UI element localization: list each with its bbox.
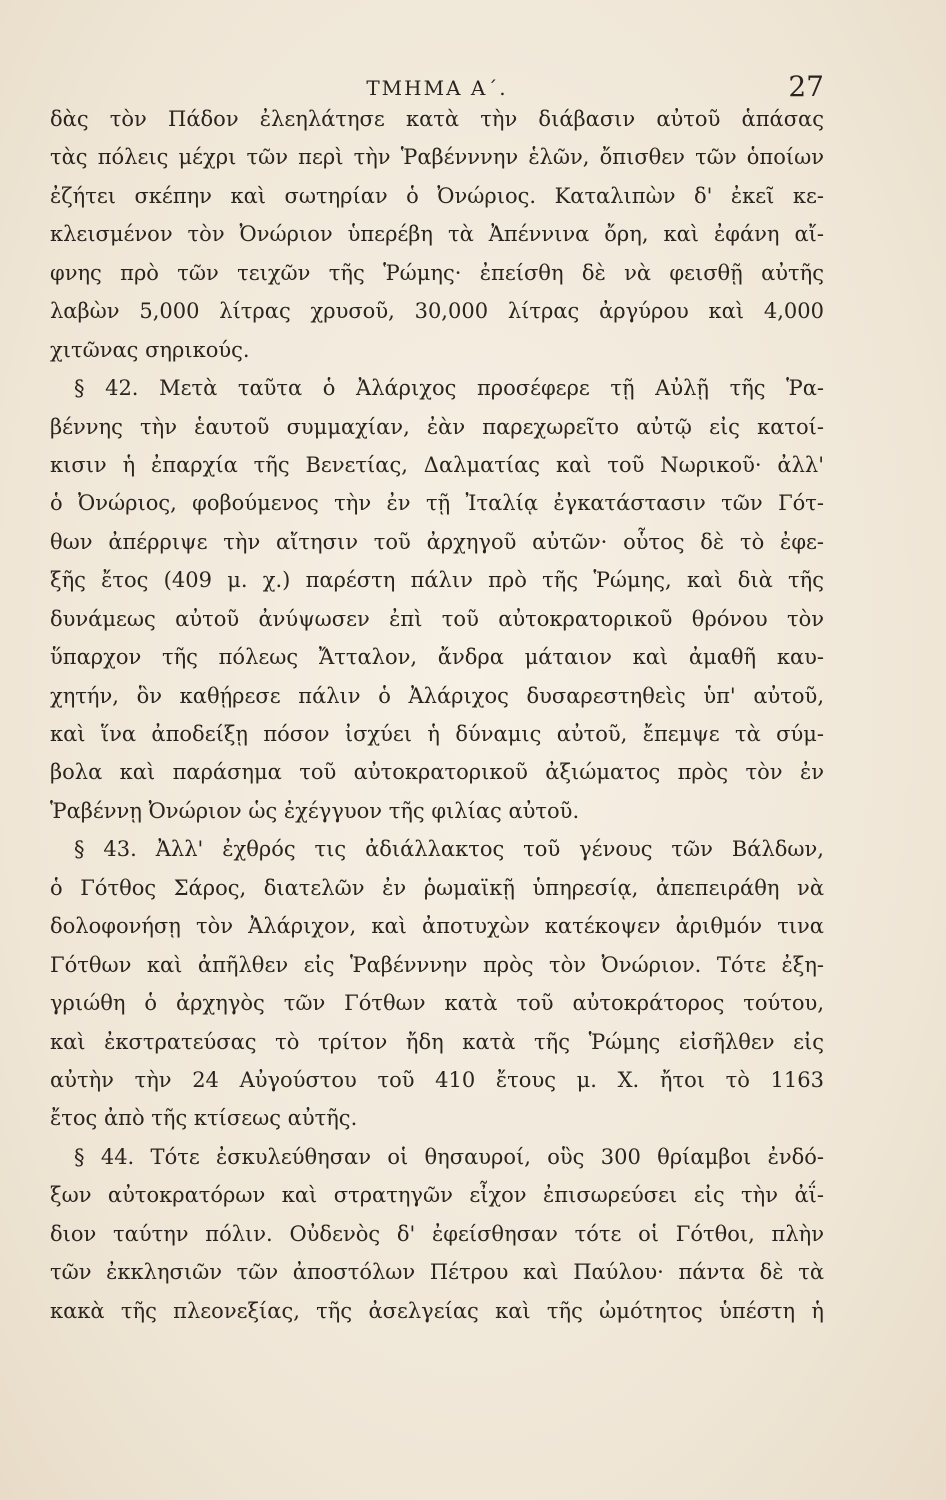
text-line: αὐτὴν τὴν 24 Αὐγούστου τοῦ 410 ἔτους μ. Χ. ἤτοι τὸ 1163 xyxy=(50,1067,824,1092)
text-line: βέννης τὴν ἑαυτοῦ συμμαχίαν, ἐὰν παρεχωρεῖτο αὐτῷ εἰς κατοί- xyxy=(50,414,824,439)
text-line: Γότθων καὶ ἀπῆλθεν εἰς Ῥαβένννην πρὸς τὸν Ὀνώριον. Τότε ἐξη- xyxy=(50,952,824,977)
text-line: ξῆς ἔτος (409 μ. χ.) παρέστη πάλιν πρὸ τῆς Ῥώμης, καὶ διὰ τῆς xyxy=(50,568,824,593)
text-line: ὁ Γότθος Σάρος, διατελῶν ἐν ῥωμαϊκῇ ὑπηρεσίᾳ, ἀπεπειράθη νὰ xyxy=(50,875,824,900)
text-line: καὶ ἵνα ἀποδείξῃ πόσον ἰσχύει ἡ δύναμις αὐτοῦ, ἔπεμψε τὰ σύμ- xyxy=(50,722,824,746)
text-line: δολοφονήσῃ τὸν Ἀλάριχον, καὶ ἀποτυχὼν κατέκοψεν ἀριθμόν τινα xyxy=(50,914,824,939)
text-line: ἐζήτει σκέπην καὶ σωτηρίαν ὁ Ὀνώριος. Καταλιπὼν δ' ἐκεῖ κε- xyxy=(50,183,824,208)
text-line: κισιν ἡ ἐπαρχία τῆς Βενετίας, Δαλματίας καὶ τοῦ Νωρικοῦ· ἀλλ' xyxy=(50,452,824,477)
text-line: λαβὼν 5,000 λίτρας χρυσοῦ, 30,000 λίτρας ἀργύρου καὶ 4,000 xyxy=(50,299,824,324)
text-line: τὰς πόλεις μέχρι τῶν περὶ τὴν Ῥαβένννην ἑλῶν, ὄπισθεν τῶν ὁποίων xyxy=(50,145,824,170)
text-line: κακὰ τῆς πλεονεξίας, τῆς ἀσελγείας καὶ τῆς ὠμότητος ὑπέστη ἡ xyxy=(50,1298,824,1323)
text-line: § 44. Τότε ἐσκυλεύθησαν οἱ θησαυροί, οὓς 300 θρίαμβοι ἐνδό- xyxy=(74,1144,824,1169)
text-line: Ῥαβέννῃ Ὀνώριον ὡς ἐχέγγυον τῆς φιλίας αὐτοῦ. xyxy=(50,798,580,823)
text-line: ὁ Ὀνώριος, φοβούμενος τὴν ἐν τῇ Ἰταλίᾳ ἐγκατάστασιν τῶν Γότ- xyxy=(50,491,824,516)
text-line: § 43. Ἀλλ' ἐχθρός τις ἀδιάλλακτος τοῦ γένους τῶν Βάλδων, xyxy=(74,837,824,862)
text-line: χιτῶνας σηρικούς. xyxy=(50,337,250,362)
text-line: τῶν ἐκκλησιῶν τῶν ἀποστόλων Πέτρου καὶ Παύλου· πάντα δὲ τὰ xyxy=(50,1260,824,1285)
text-line: βολα καὶ παράσημα τοῦ αὐτοκρατορικοῦ ἀξιώματος πρὸς τὸν ἐν xyxy=(50,760,824,785)
running-head: ΤΜΗΜΑ Α΄. xyxy=(366,76,508,100)
body-text xyxy=(50,100,824,1330)
text-line: κλεισμένον τὸν Ὀνώριον ὑπερέβη τὰ Ἀπέννινα ὄρη, καὶ ἐφάνη αἴ- xyxy=(50,222,824,247)
text-line: ἔτος ἀπὸ τῆς κτίσεως αὐτῆς. xyxy=(50,1106,358,1131)
text-line: χητήν, ὃν καθῄρεσε πάλιν ὁ Ἀλάριχος δυσαρεστηθεὶς ὑπ' αὐτοῦ, xyxy=(50,683,824,708)
text-line: διον ταύτην πόλιν. Οὐδενὸς δ' ἐφείσθησαν τότε οἱ Γότθοι, πλὴν xyxy=(50,1221,824,1246)
text-line: § 42. Μετὰ ταῦτα ὁ Ἀλάριχος προσέφερε τῇ Αὐλῇ τῆς Ῥα- xyxy=(74,376,824,401)
text-line: δὰς τὸν Πάδον ἐλεηλάτησε κατὰ τὴν διάβασιν αὐτοῦ ἁπάσας xyxy=(50,107,824,131)
text-line: φνης πρὸ τῶν τειχῶν τῆς Ῥώμης· ἐπείσθη δὲ νὰ φεισθῇ αὐτῆς xyxy=(50,260,824,285)
text-line: ὕπαρχον τῆς πόλεως Ἄτταλον, ἄνδρα μάταιον καὶ ἀμαθῆ καυ- xyxy=(50,645,824,670)
text-line: θων ἀπέρριψε τὴν αἴτησιν τοῦ ἀρχηγοῦ αὐτῶν· οὗτος δὲ τὸ ἐφε- xyxy=(50,529,824,554)
text-line: γριώθη ὁ ἀρχηγὸς τῶν Γότθων κατὰ τοῦ αὐτοκράτορος τούτου, xyxy=(50,991,824,1016)
page-number: 27 xyxy=(788,70,824,103)
text-line: δυνάμεως αὐτοῦ ἀνύψωσεν ἐπὶ τοῦ αὐτοκρατορικοῦ θρόνου τὸν xyxy=(50,606,824,631)
text-line: ξων αὐτοκρατόρων καὶ στρατηγῶν εἶχον ἐπισωρεύσει εἰς τὴν ἀΐ- xyxy=(50,1183,824,1208)
text-line: καὶ ἐκστρατεύσας τὸ τρίτον ἤδη κατὰ τῆς Ῥώμης εἰσῆλθεν εἰς xyxy=(50,1029,824,1054)
